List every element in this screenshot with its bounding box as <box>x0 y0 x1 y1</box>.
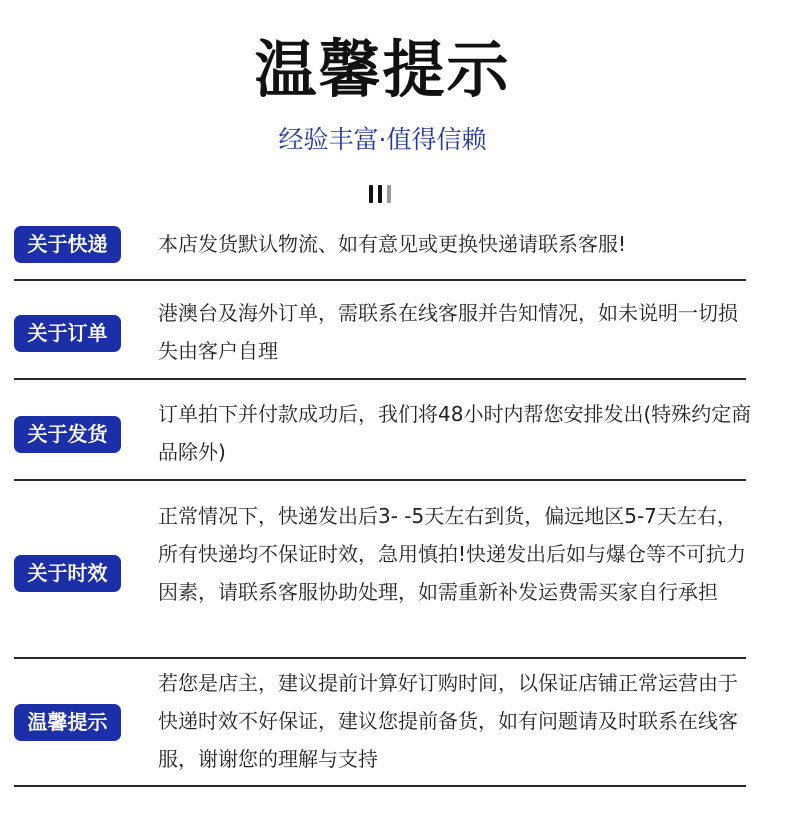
section-express <box>14 222 746 281</box>
deco-bar <box>378 185 382 203</box>
section-badge: 关于订单 <box>14 315 121 352</box>
section-reminder <box>14 659 746 787</box>
section-text: 正常情况下，快递发出后3- -5天左右到货，偏远地区5-7天左右，所有快递均不保证时效，急用慎拍!快递发出后如与爆仓等不可抗力因素，请联系客服协助处理，如需重新补发运费需买家自行承担 <box>158 504 747 604</box>
section-badge: 关于时效 <box>14 555 121 592</box>
page-title: 温馨提示 <box>254 33 511 106</box>
section-text: 本店发货默认物流、如有意见或更换快递请联系客服! <box>158 232 627 256</box>
section-badge: 关于快递 <box>14 226 121 263</box>
section-text: 港澳台及海外订单，需联系在线客服并告知情况，如未说明一切损失由客户自理 <box>158 301 738 363</box>
deco-bar <box>369 185 373 203</box>
deco-bar <box>387 185 391 203</box>
section-text: 若您是店主，建议提前计算好订购时间，以保证店铺正常运营由于快递时效不好保证，建议您提前备货，如有问题请及时联系在线客服，谢谢您的理解与支持 <box>158 671 738 771</box>
section-badge: 温馨提示 <box>14 704 121 741</box>
section-badge: 关于发货 <box>14 416 121 453</box>
section-timeliness <box>14 481 746 659</box>
page-subtitle: 经验丰富·值得信赖 <box>278 125 487 154</box>
section-shipping <box>14 380 752 481</box>
section-text: 订单拍下并付款成功后，我们将48小时内帮您安排发出(特殊约定商品除外) <box>158 402 752 464</box>
section-order <box>14 281 746 380</box>
